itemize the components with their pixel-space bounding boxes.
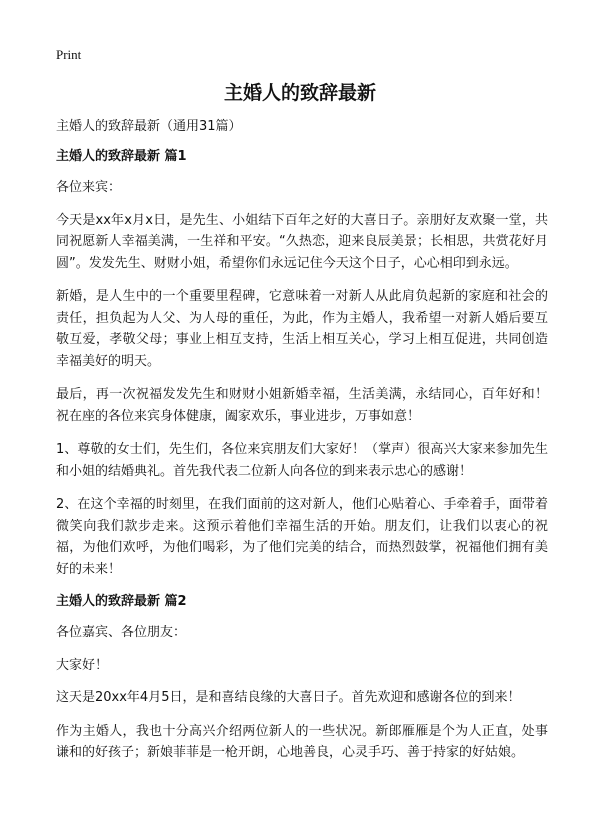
document-subtitle: 主婚人的致辞最新（通用31篇）: [56, 119, 242, 134]
paragraph: 1、尊敬的女士们，先生们，各位来宾朋友们大家好！（掌声）很高兴大家来参加先生和小姐的结婚典礼。首先我代表二位新人向各位的到来表示忠心的感谢！: [56, 442, 548, 479]
paragraph: 新婚，是人生中的一个重要里程碑，它意味着一对新人从此肩负起新的家庭和社会的责任，担负起为人父、为人母的重任，为此，作为主婚人，我希望一对新人婚后要互敬互爱，孝敬父母；事业上相互支持，生活上相互关心，学习上相互促进，共同创造幸福美好的明天。: [56, 289, 548, 369]
salutation: 各位嘉宾、各位朋友：: [56, 625, 187, 640]
section-heading: 主婚人的致辞最新 篇2: [56, 594, 187, 609]
page-title: 主婚人的致辞最新: [223, 82, 376, 104]
salutation: 各位来宾：: [56, 180, 122, 195]
document-content: [56, 117, 548, 776]
section-2: [56, 592, 548, 764]
print-link[interactable]: Print: [56, 47, 82, 62]
paragraph: 作为主婚人，我也十分高兴介绍两位新人的一些状况。新郎雁雁是个为人正直，处事谦和的好孩子；新娘菲菲是一枪开朗，心地善良，心灵手巧、善于持家的好姑娘。: [56, 723, 548, 760]
paragraph: 这天是20xx年4月5日，是和喜结良缘的大喜日子。首先欢迎和感谢各位的到来！: [56, 690, 521, 705]
greeting: 大家好！: [56, 657, 109, 673]
paragraph: 今天是xx年x月x日，是先生、小姐结下百年之好的大喜日子。亲朋好友欢聚一堂，共同祝愿新人幸福美满，一生祥和平安。“久热恋，迎来良辰美景；长相思，共赏花好月圆”。发发先生、财财小姐，希望你们永远记住今天这个日子，心心相印到永远。: [56, 212, 548, 271]
paragraph: 2、在这个幸福的时刻里，在我们面前的这对新人，他们心贴着心、手牵着手，面带着微笑向我们款步走来。这预示着他们幸福生活的开始。朋友们，让我们以衷心的祝福，为他们欢呼，为他们喝彩，为了他们完美的结合，而热烈鼓掌，祝福他们拥有美好的未来！: [56, 497, 548, 577]
section-1: [56, 147, 548, 580]
paragraph: 最后，再一次祝福发发先生和财财小姐新婚幸福，生活美满，永结同心，百年好和！祝在座的各位来宾身体健康，阖家欢乐，事业进步，万事如意！: [56, 387, 548, 424]
section-heading: 主婚人的致辞最新 篇1: [56, 149, 187, 164]
